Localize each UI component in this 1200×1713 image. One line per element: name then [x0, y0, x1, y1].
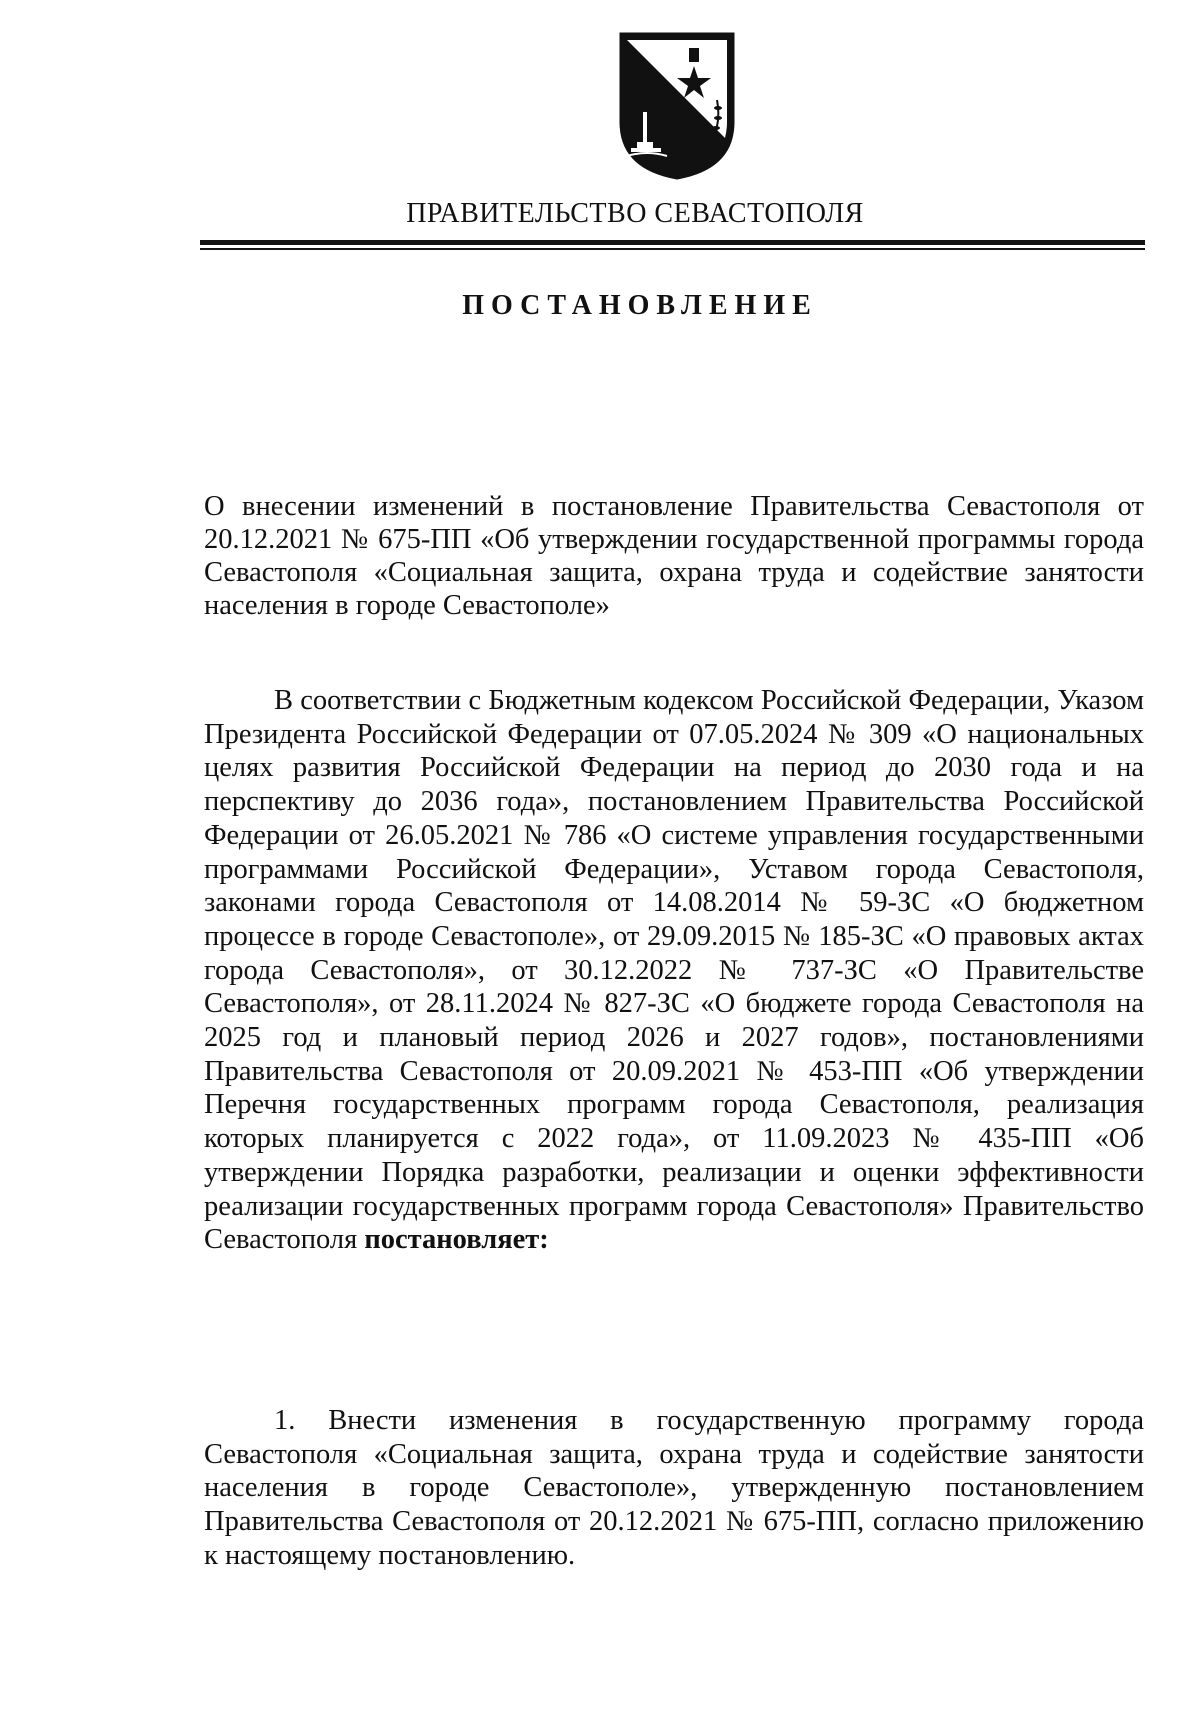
document-subject: О внесении изменений в постановление Правительства Севастополя от 20.12.2021 № 675-ПП «Об утверждении государственной программы города Севастополя «Социальная защита, охрана труда и содействие занятости населения в городе Севастополе» [204, 491, 1144, 621]
resolution-item [204, 1404, 1144, 1573]
government-title: ПРАВИТЕЛЬСТВО СЕВАСТОПОЛЯ [406, 198, 864, 229]
resolution-item-text: 1. Внести изменения в государственную программу города Севастополя «Социальная защита, охрана труда и содействие занятости населения в городе Севастополе», утвержденную постановлением Правительства Севастополя от 20.12.2021 № 675-ПП, согласно приложению к настоящему постановлению. [204, 1405, 1144, 1571]
document-type-heading: ПОСТАНОВЛЕНИЕ [462, 290, 818, 321]
sevastopol-coat-of-arms-icon [617, 30, 737, 180]
header-rule-thin [200, 248, 1145, 250]
preamble-text: В соответствии с Бюджетным кодексом Российской Федерации, Указом Президента Российской Федерации от 07.05.2024 № 309 «О национальных целях развития Российской Федерации на период до 2030 года и на перспективу до 2036 года», постановлением Правительства Российской Федерации от 26.05.2021 № 786 «О системе управления государственными программами Российской Федерации», Уставом города Севастополя, законами города Севастополя от 14.08.2014 № 59-ЗС «О бюджетном процессе в городе Севастополе», от 29.09.2015 № 185-ЗС «О правовых актах города Севастополя», от 30.12.2022 № 737-ЗС «О Правительстве Севастополя», от 28.11.2024 № 827-ЗС «О бюджете города Севастополя на 2025 год и плановый период 2026 и 2027 годов», постановлениями Правительства Севастополя от 20.09.2021 № 453-ПП «Об утверждении Перечня государственных программ города Севастополя, реализация которых планируется с 2022 года», от 11.09.2023 № 435-ПП «Об утверждении Порядка разработки, реализации и оценки эффективности реализации государственных программ города Севастополя» Правительство Севастополя [204, 685, 1144, 1256]
header-rule-thick [200, 240, 1145, 245]
decree-word: постановляет: [364, 1224, 549, 1256]
preamble-paragraph [204, 684, 1144, 1257]
